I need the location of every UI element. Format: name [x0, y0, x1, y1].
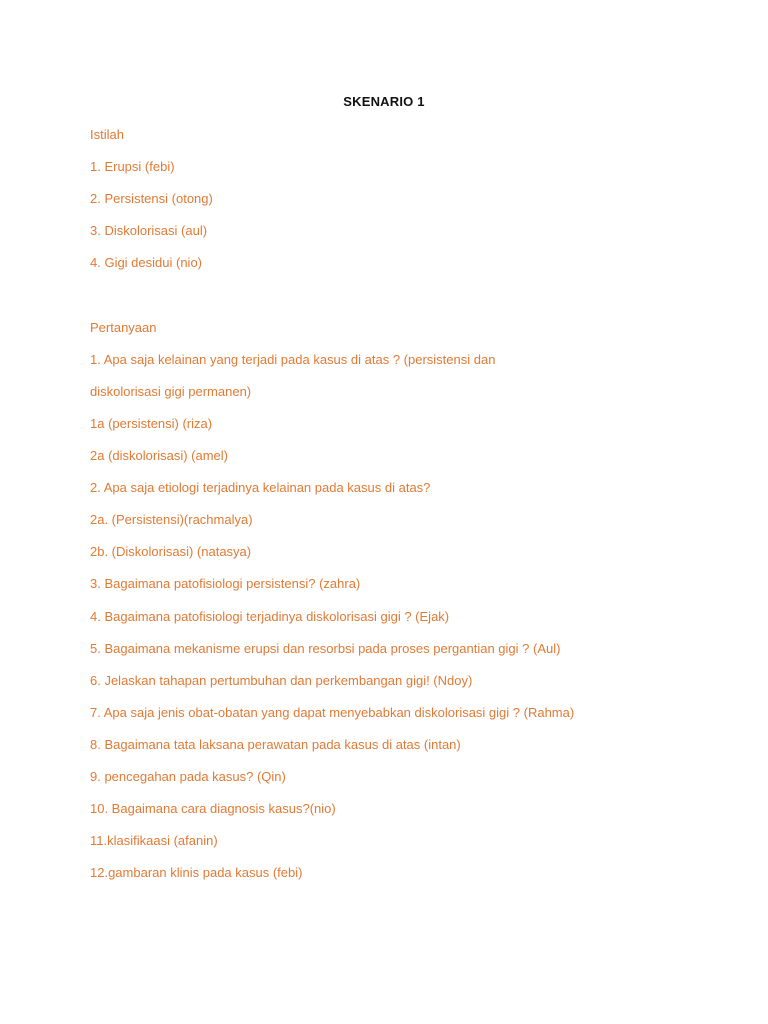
document-line: 4. Gigi desidui (nio)	[90, 255, 202, 271]
document-line: Pertanyaan	[90, 319, 157, 335]
document-line: 1. Apa saja kelainan yang terjadi pada kasus di atas ? (persistensi dan	[90, 351, 496, 367]
document-line: Istilah	[90, 127, 124, 142]
document-line: 12.gambaran klinis pada kasus (febi)	[90, 865, 303, 881]
document-line: 6. Jelaskan tahapan pertumbuhan dan perkembangan gigi! (Ndoy)	[90, 672, 473, 688]
document-line: 2. Persistensi (otong)	[90, 191, 213, 207]
document-line: 2a. (Persistensi)(rachmalya)	[90, 512, 253, 528]
document-line: 1. Erupsi (febi)	[90, 159, 175, 175]
document-title: SKENARIO 1	[343, 94, 425, 109]
document-line: 1a (persistensi) (riza)	[90, 415, 213, 431]
document-line: 2. Apa saja etiologi terjadinya kelainan pada kasus di atas?	[90, 480, 431, 496]
document-line: 2a (diskolorisasi) (amel)	[90, 448, 228, 463]
document-line: 11.klasifikaasi (afanin)	[90, 833, 218, 849]
document-line: 10. Bagaimana cara diagnosis kasus?(nio)	[90, 801, 336, 817]
document-line: 4. Bagaimana patofisiologi terjadinya diskolorisasi gigi ? (Ejak)	[90, 608, 450, 624]
document-line: 2b. (Diskolorisasi) (natasya)	[90, 544, 252, 560]
document-line: diskolorisasi gigi permanen)	[90, 383, 252, 399]
document-line: 8. Bagaimana tata laksana perawatan pada kasus di atas (intan)	[90, 736, 461, 752]
document-line: 9. pencegahan pada kasus? (Qin)	[90, 769, 286, 784]
document-line: 3. Bagaimana patofisiologi persistensi? (zahra)	[90, 576, 361, 592]
document-line: 7. Apa saja jenis obat-obatan yang dapat menyebabkan diskolorisasi gigi ? (Rahma)	[90, 704, 575, 720]
document-line: 3. Diskolorisasi (aul)	[90, 223, 208, 239]
document-line: 5. Bagaimana mekanisme erupsi dan resorbsi pada proses pergantian gigi ? (Aul)	[90, 640, 561, 656]
